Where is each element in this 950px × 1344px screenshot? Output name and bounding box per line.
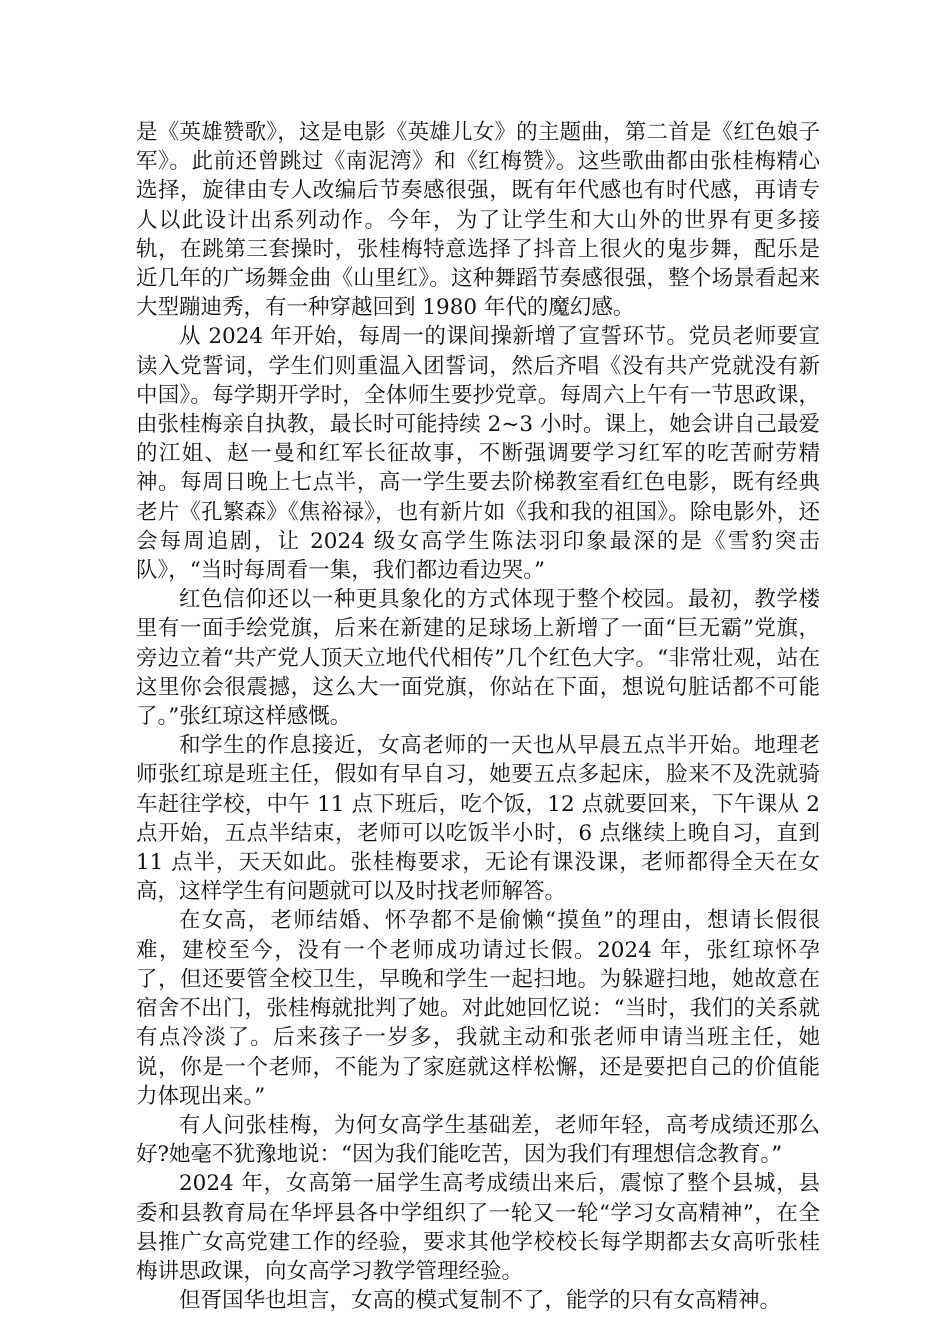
paragraph-4: 和学生的作息接近，女高老师的一天也从早晨五点半开始。地理老师张红琼是班主任，假如有早自习，她要五点多起床，脸来不及洗就骑车赶往学校，中午 11 点下班后，吃个饭，12 点就要回来，下午课从 2 点开始，五点半结束，老师可以吃饭半小时，6 点继续上晚自习，直到 11 点半，天天如此。张桂梅要求，无论有课没课，老师都得全天在女高，这样学生有问题就可以及时找老师解答。 (136, 733, 827, 905)
paragraph-2: 从 2024 年开始，每周一的课间操新增了宣誓环节。党员老师要宣读入党誓词，学生们则重温入团誓词，然后齐唱《没有共产党就没有新中国》。每学期开学时，全体师生要抄党章。每周六上午有一节思政课，由张桂梅亲自执教，最长时可能持续 2~3 小时。课上，她会讲自己最爱的江姐、赵一曼和红军长征故事，不断强调要学习红军的吃苦耐劳精神。每周日晚上七点半，高一学生要去阶梯教室看红色电影，既有经典老片《孔繁森》《焦裕禄》，也有新片如《我和我的祖国》。除电影外，还会每周追剧，让 2024 级女高学生陈法羽印象最深的是《雪豹突击队》，“当时每周看一集，我们都边看边哭。” (136, 324, 820, 584)
paragraph-5: 在女高，老师结婚、怀孕都不是偷懒“摸鱼”的理由，想请长假很难，建校至今，没有一个老师成功请过长假。2024 年，张红琼怀孕了，但还要管全校卫生，早晚和学生一起扫地。为躲避扫地，她故意在宿舍不出门，张桂梅就批判了她。对此她回忆说：“当时，我们的关系就有点冷淡了。后来孩子一岁多，我就主动和张老师申请当班主任，她说，你是一个老师，不能为了家庭就这样松懈，还是要把自己的价值能力体现出来。” (136, 908, 820, 1109)
paragraph-6: 有人问张桂梅，为何女高学生基础差，老师年轻，高考成绩还那么好?她毫不犹豫地说：“因为我们能吃苦，因为我们有理想信念教育。” (136, 1112, 820, 1168)
paragraph-1: 是《英雄赞歌》，这是电影《英雄儿女》的主题曲，第二首是《红色娘子军》。此前还曾跳过《南泥湾》和《红梅赞》。这些歌曲都由张桂梅精心选择，旋律由专人改编后节奏感很强，既有年代感也有时代感，再请专人以此设计出系列动作。今年，为了让学生和大山外的世界有更多接轨，在跳第三套操时，张桂梅特意选择了抖音上很火的鬼步舞，配乐是近几年的广场舞金曲《山里红》。这种舞蹈节奏感很强，整个场景看起来大型蹦迪秀，有一种穿越回到 1980 年代的魔幻感。 (136, 120, 820, 321)
paragraph-8: 但胥国华也坦言，女高的模式复制不了，能学的只有女高精神。 (179, 1288, 782, 1314)
paragraph-3: 红色信仰还以一种更具象化的方式体现于整个校园。最初，教学楼里有一面手绘党旗，后来在新建的足球场上新增了一面“巨无霸”党旗，旁边立着“共产党人顶天立地代代相传”几个红色大字。“非常壮观，站在这里你会很震撼，这么大一面党旗，你站在下面，想说句脏话都不可能了。”张红琼这样感慨。 (136, 587, 820, 730)
paragraph-7: 2024 年，女高第一届学生高考成绩出来后，震惊了整个县城，县委和县教育局在华坪县各中学组织了一轮又一轮“学习女高精神”，在全县推广女高党建工作的经验，要求其他学校校长每学期都去女高听张桂梅讲思政课，向女高学习教学管理经验。 (136, 1171, 820, 1284)
document-body (136, 118, 827, 1315)
